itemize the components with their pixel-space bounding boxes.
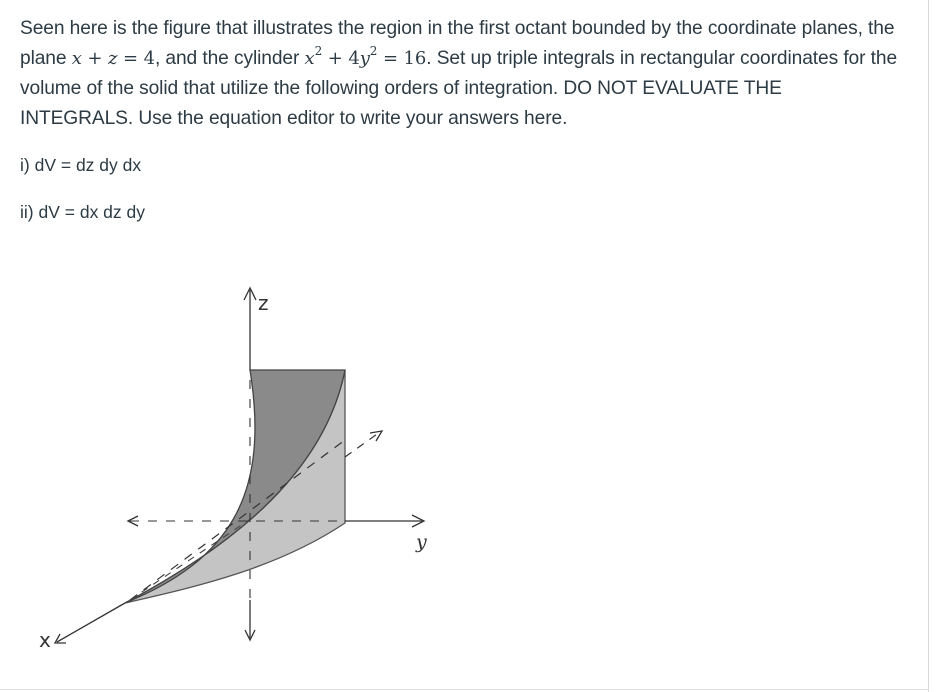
order-text: dV = dz dy dx xyxy=(34,155,142,175)
order-text: dV = dx dz dy xyxy=(38,202,146,222)
order-label: i) xyxy=(20,155,30,175)
order-label: ii) xyxy=(20,202,34,222)
question-intro: Seen here is the figure that illustrates the region in the first octant bounded by the coordinate planes, the plane xyxy=(20,18,895,69)
x-axis-label: x xyxy=(39,628,51,652)
question-text xyxy=(20,14,900,134)
question-instructions: . Set up triple integrals in rectangular coordinates for the volume of the solid that utilize the following orders of integration. DO NOT EVALUATE THE INTEGRALS. Use the equation editor to write your answers here. xyxy=(20,48,898,129)
cylinder-equation: $x^2 + 4y^2 = 16$ xyxy=(304,44,427,69)
y-axis-label: y xyxy=(416,531,427,553)
order-item-1 xyxy=(20,153,141,177)
question-connector: , and the cylinder xyxy=(154,48,305,69)
order-item-2 xyxy=(20,200,145,224)
plane-equation: x + z = 4 xyxy=(71,48,155,69)
solid-region-figure xyxy=(30,270,460,670)
page-border-right xyxy=(928,0,929,692)
page-border-bottom xyxy=(0,689,929,690)
back-axis-arrowhead xyxy=(370,431,382,441)
z-axis-label: z xyxy=(258,291,269,315)
x-axis xyxy=(57,603,125,642)
back-axis xyxy=(345,432,380,457)
